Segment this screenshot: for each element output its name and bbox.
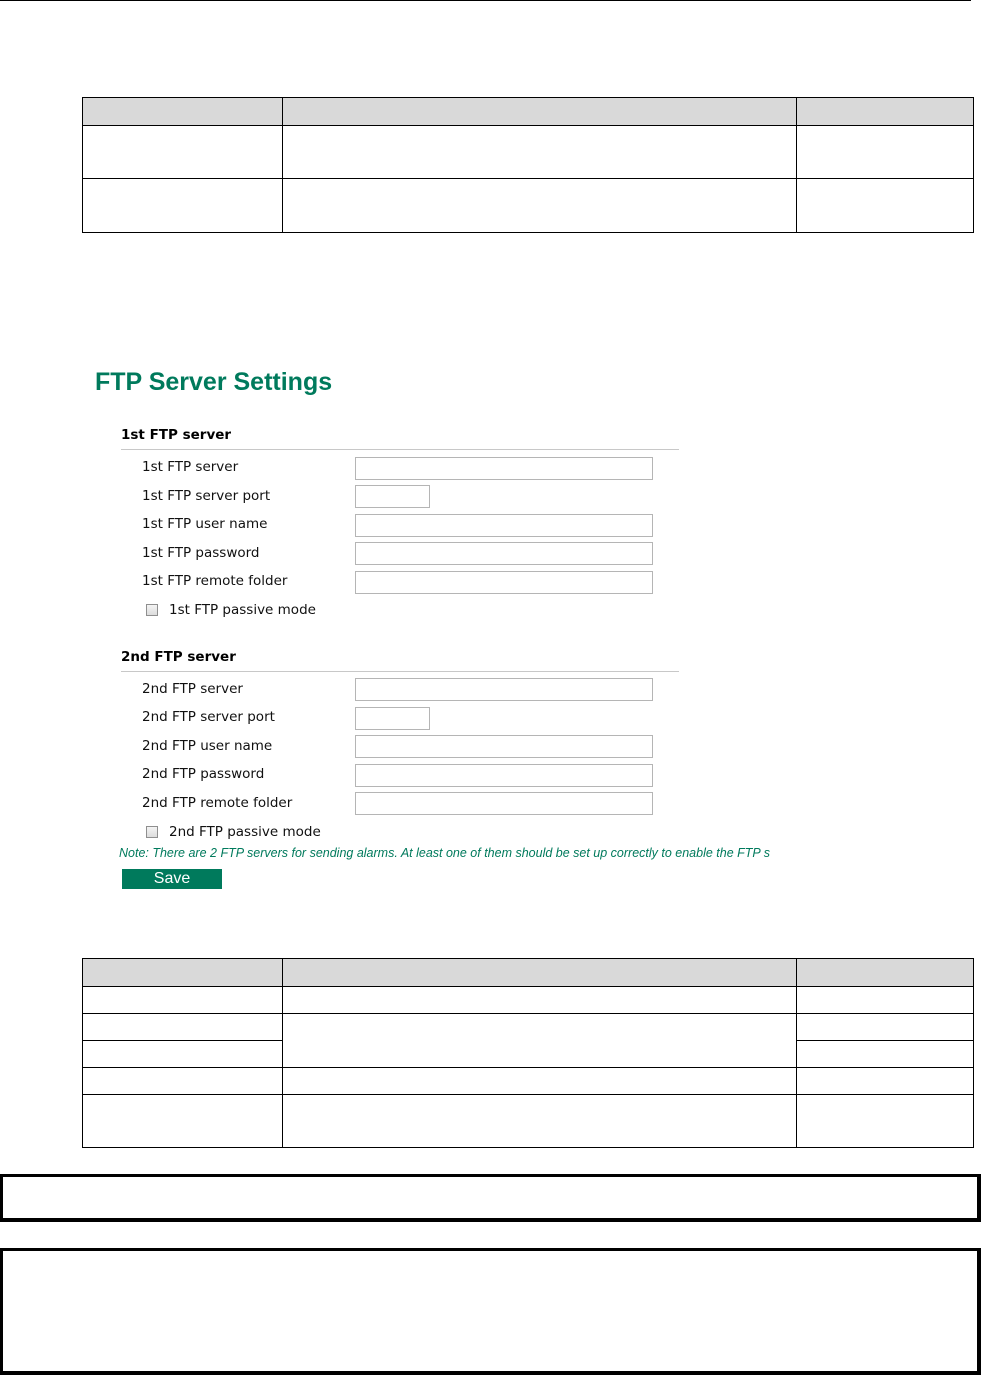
second-passive-mode-row [146,824,321,840]
first-user-name-label: 1st FTP user name [142,516,268,532]
ftp-settings-panel [90,360,820,905]
second-password-label: 2nd FTP password [142,766,265,782]
first-server-input[interactable] [355,457,653,480]
first-server-label: 1st FTP server [142,459,239,475]
second-server-input[interactable] [355,678,653,701]
section-header-second-server: 2nd FTP server [121,649,679,672]
parameter-table-bottom [82,958,974,1148]
save-button[interactable]: Save [122,869,222,889]
page-title: FTP Server Settings [95,368,333,396]
first-passive-mode-label: 1st FTP passive mode [169,602,316,618]
attention-box [0,1248,981,1375]
table-row [83,1068,974,1095]
page-header-rule [0,0,971,1]
table-header-row [83,959,974,987]
section-header-first-server: 1st FTP server [121,427,679,450]
table-header-row [83,98,974,126]
note-box [0,1174,981,1222]
second-server-port-input[interactable] [355,707,430,730]
ftp-note: Note: There are 2 FTP servers for sending alarms. At least one of them should be set up correctly to enable the FTP s [119,846,771,860]
first-password-input[interactable] [355,542,653,565]
second-password-input[interactable] [355,764,653,787]
first-server-port-input[interactable] [355,485,430,508]
first-remote-folder-label: 1st FTP remote folder [142,573,288,589]
first-user-name-input[interactable] [355,514,653,537]
table-row [83,1014,974,1041]
second-user-name-label: 2nd FTP user name [142,738,273,754]
second-server-port-label: 2nd FTP server port [142,709,275,725]
table-row [83,179,974,233]
second-remote-folder-label: 2nd FTP remote folder [142,795,293,811]
first-passive-mode-row [146,602,316,618]
second-remote-folder-input[interactable] [355,792,653,815]
second-passive-mode-label: 2nd FTP passive mode [169,824,321,840]
table-row [83,1095,974,1148]
first-remote-folder-input[interactable] [355,571,653,594]
second-server-label: 2nd FTP server [142,681,243,697]
first-passive-mode-checkbox[interactable] [146,604,158,616]
table-row [83,126,974,179]
second-passive-mode-checkbox[interactable] [146,826,158,838]
first-server-port-label: 1st FTP server port [142,488,271,504]
table-row [83,987,974,1014]
first-password-label: 1st FTP password [142,545,260,561]
parameter-table-top [82,97,974,233]
second-user-name-input[interactable] [355,735,653,758]
